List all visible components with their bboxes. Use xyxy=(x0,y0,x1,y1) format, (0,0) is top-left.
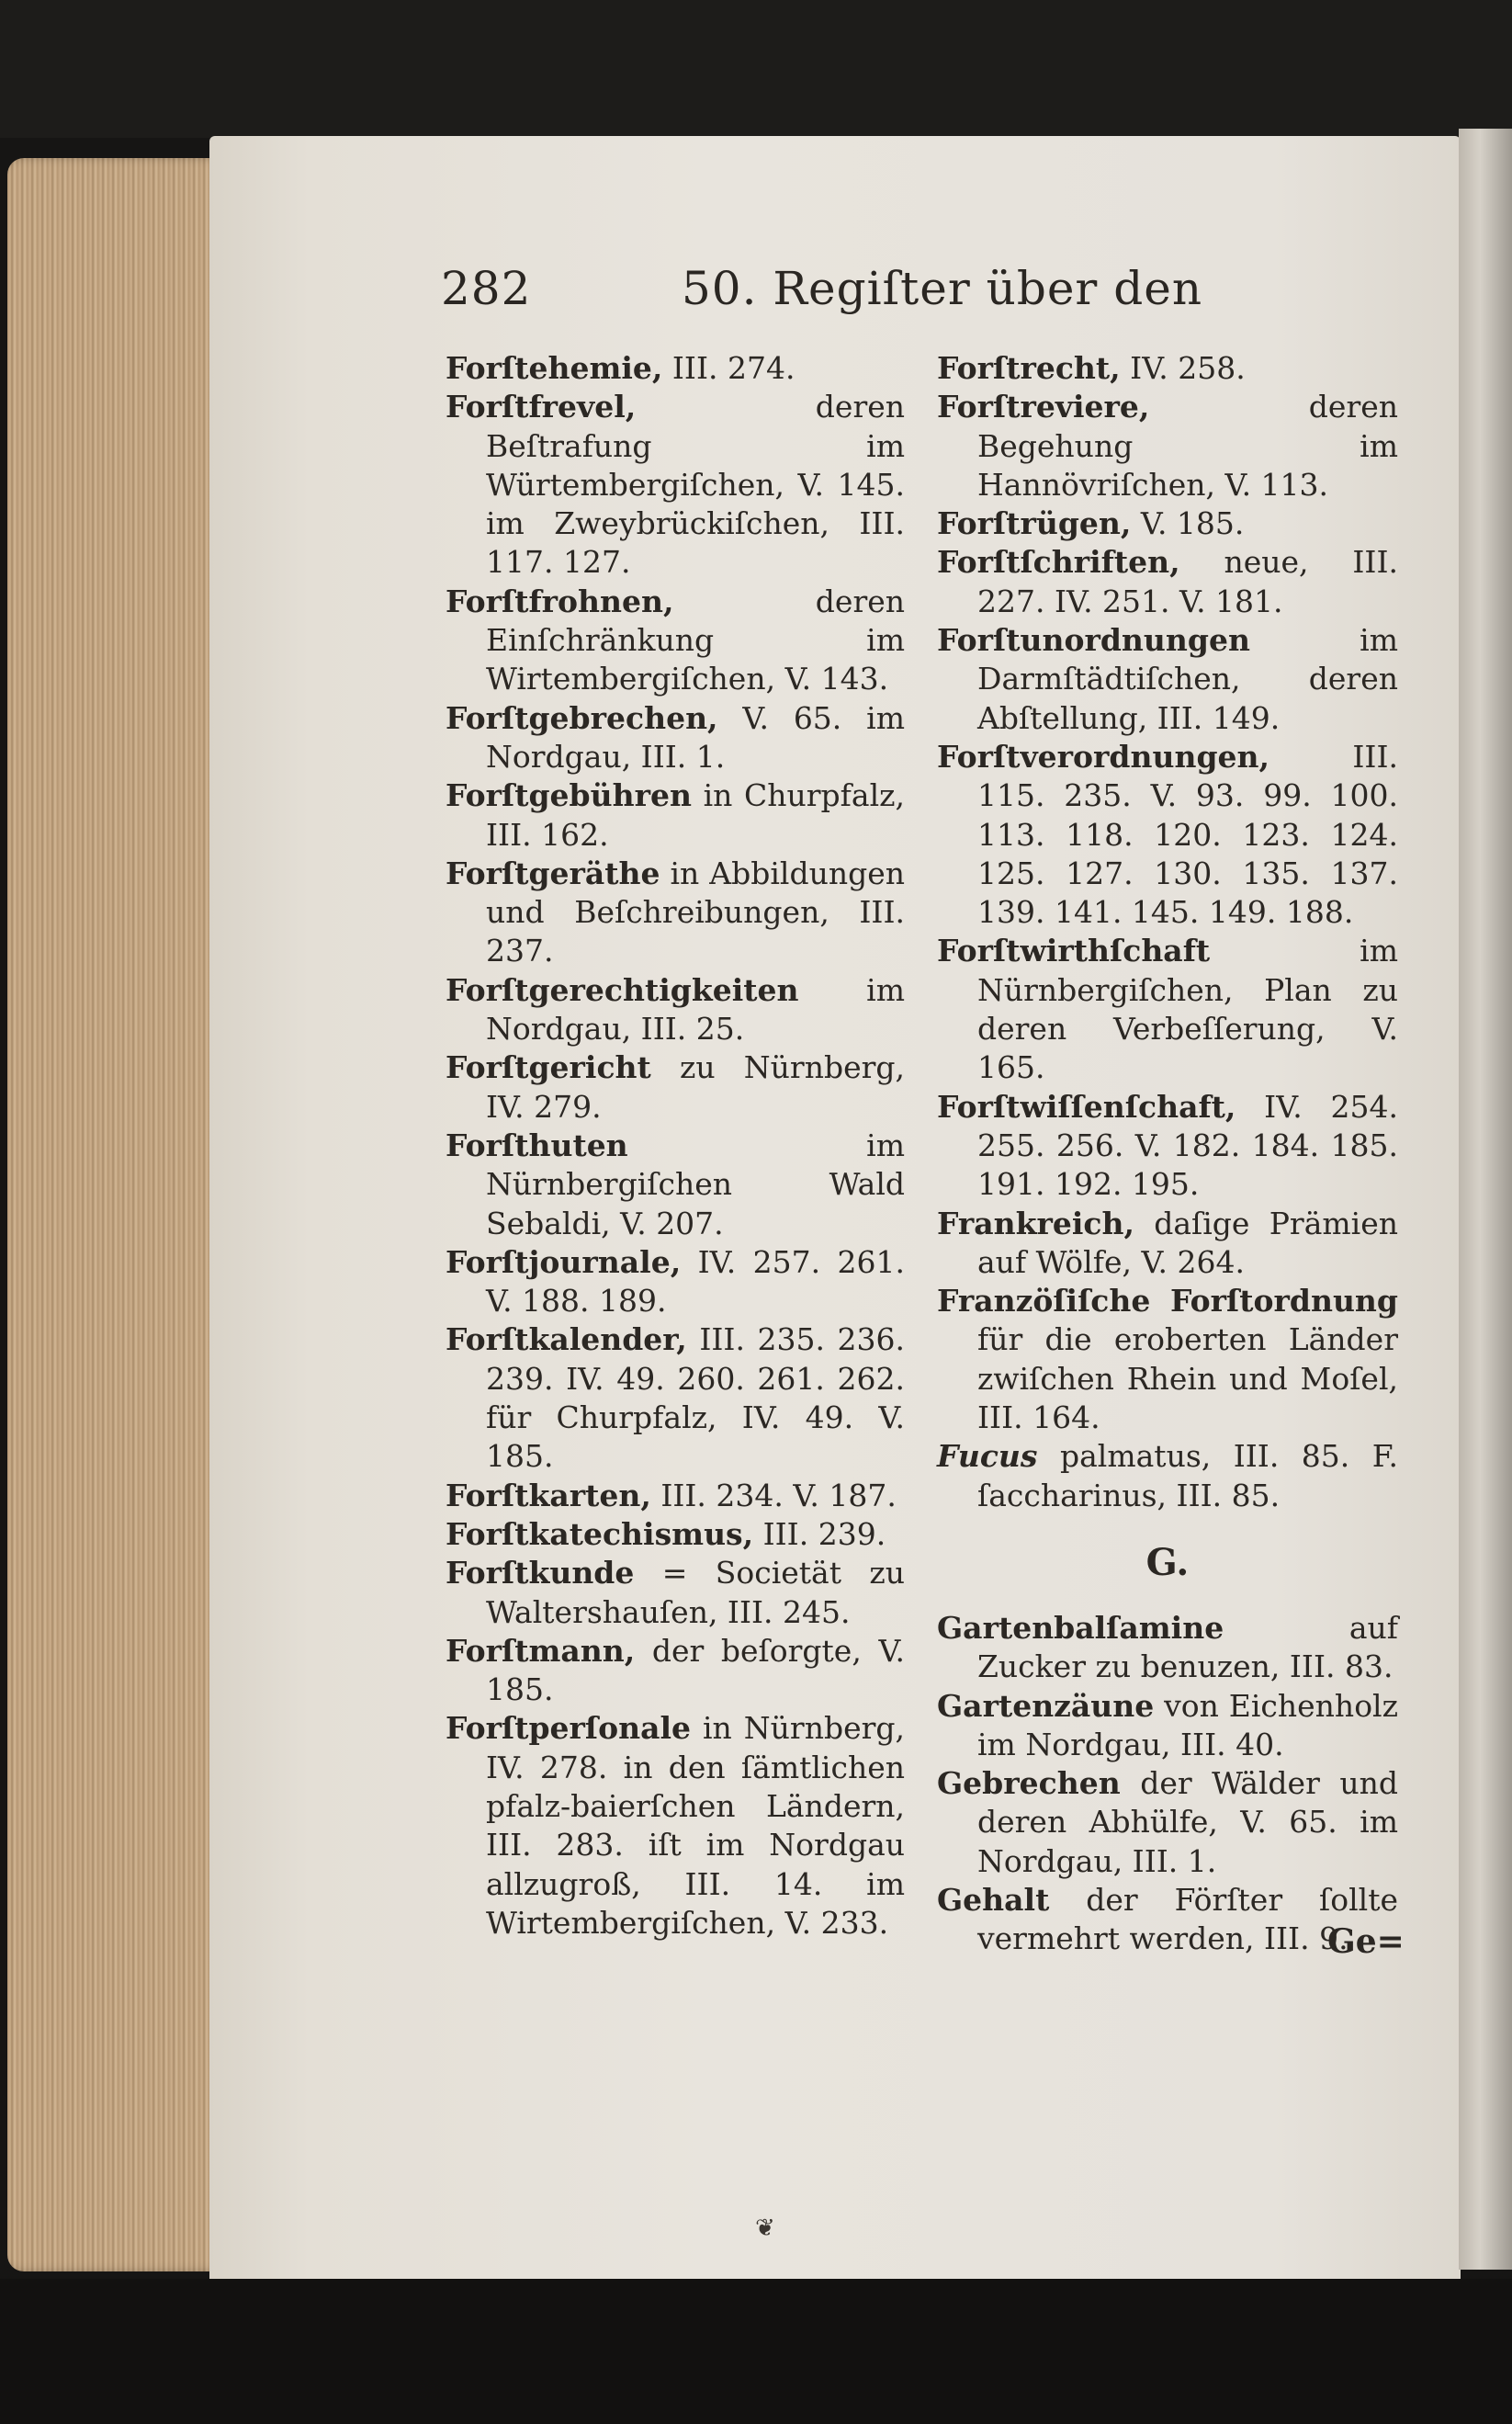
entry-text: III. 274. xyxy=(662,350,795,386)
index-entry xyxy=(937,1609,1398,1687)
entry-text: IV. 254. 255. 256. V. 182. 184. 185. 191. 192. 195. xyxy=(977,1088,1398,1203)
entry-text: palmatus, III. 85. F. ſaccharinus, III. 85. xyxy=(977,1438,1398,1513)
entry-head: Gebrechen xyxy=(937,1765,1121,1802)
facing-page-edge xyxy=(1459,129,1512,2270)
background-top xyxy=(0,0,1512,138)
right-column xyxy=(937,349,1398,1959)
section-letter: G. xyxy=(1145,1540,1190,1584)
index-entry xyxy=(937,1205,1398,1283)
entry-head: Forſtſchriften, xyxy=(937,544,1180,581)
index-entry xyxy=(446,1554,905,1632)
index-entry xyxy=(446,699,905,777)
index-entry xyxy=(937,1088,1398,1205)
entry-text: III. 115. 235. V. 93. 99. 100. 113. 118. 120. 123. 124. 125. 127. 130. 135. 137. 139. 141. 145. 149. 188. xyxy=(977,738,1398,931)
entry-text: III. 234. V. 187. xyxy=(650,1477,897,1513)
entry-text: in Abbildungen und Beſchreibungen, III. 237. xyxy=(486,855,905,969)
entry-head: Forſtgebrechen, xyxy=(446,699,718,736)
entry-head: Forſtfrevel, xyxy=(446,389,637,425)
entry-head: Forſtunordnungen xyxy=(937,622,1250,659)
entry-text: V. 65. im Nordgau, III. 1. xyxy=(486,699,905,775)
entry-text: im Nürnbergiſchen, Plan zu deren Verbeſſerung, V. 165. xyxy=(977,933,1398,1086)
entry-text: zu Nürnberg, IV. 279. xyxy=(486,1049,905,1125)
entry-text: im Nordgau, III. 25. xyxy=(486,971,905,1048)
index-entry xyxy=(446,1515,905,1554)
entry-text: für die eroberten Länder zwiſchen Rhein und Moſel, III. 164. xyxy=(977,1321,1398,1436)
entry-head: Forſtgebühren xyxy=(446,777,692,814)
index-entry xyxy=(446,583,905,699)
entry-text: III. 239. xyxy=(753,1515,886,1552)
entry-head: Forſtgeräthe xyxy=(446,855,660,891)
index-entry xyxy=(446,1632,905,1710)
entry-text: im Nürnbergiſchen Wald Sebaldi, V. 207. xyxy=(486,1127,905,1241)
entry-head: Forſtfrohnen, xyxy=(446,583,674,619)
running-title: 50. Regiſter über den xyxy=(682,262,1203,315)
entry-head: Forſtkalender, xyxy=(446,1321,687,1358)
ornament-icon: ❦ xyxy=(755,2214,775,2242)
entry-text: deren Beſtrafung im Würtembergiſchen, V. 145. im Zweybrückiſchen, III. 117. 127. xyxy=(486,389,905,581)
index-entry xyxy=(937,1282,1398,1437)
index-entry xyxy=(446,855,905,971)
index-entry xyxy=(937,543,1398,621)
entry-head: Gehalt xyxy=(937,1881,1050,1918)
background-bottom xyxy=(0,2279,1512,2424)
index-entry xyxy=(937,1764,1398,1881)
entry-text: der beſorgte, V. 185. xyxy=(486,1632,905,1708)
entry-head: Forſtkunde xyxy=(446,1555,635,1591)
left-column xyxy=(446,349,905,1943)
entry-text: neue, III. 227. IV. 251. V. 181. xyxy=(977,544,1398,619)
entry-head: Forſtperſonale xyxy=(446,1710,692,1747)
entry-head: Fucus xyxy=(937,1438,1038,1475)
entry-head: Forſtehemie, xyxy=(446,350,663,386)
page-stack-edge xyxy=(7,158,232,2271)
entry-text: IV. 257. 261. V. 188. 189. xyxy=(486,1243,905,1320)
entry-head: Frankreich, xyxy=(937,1205,1134,1241)
index-entry xyxy=(937,504,1398,543)
entry-text: in Nürnberg, IV. 278. in den ſämtlichen pfalz-baierſchen Ländern, III. 283. iſt im Nordgau allzugroß, III. 14. im Wirtembergiſchen, V. 233. xyxy=(486,1710,905,1941)
index-entry xyxy=(937,932,1398,1087)
entry-text: der Förſter ſollte vermehrt werden, III. 9. xyxy=(977,1881,1398,1957)
entry-head: Forſtgericht xyxy=(446,1049,651,1086)
entry-text: daſige Prämien auf Wölfe, V. 264. xyxy=(977,1205,1398,1280)
entry-text: V. 185. xyxy=(1131,505,1245,542)
index-entry xyxy=(937,349,1398,388)
entry-head: Gartenzäune xyxy=(937,1687,1155,1724)
entry-text: von Eichenholz im Nordgau, III. 40. xyxy=(977,1687,1398,1762)
index-entry xyxy=(446,1243,905,1321)
index-entry xyxy=(937,738,1398,932)
catchword: Ge= xyxy=(1327,1922,1405,1961)
entry-head: Forſtkarten, xyxy=(446,1477,651,1513)
page-number: 282 xyxy=(441,262,532,315)
index-entry xyxy=(446,1127,905,1243)
entry-head: Forſtwiſſenſchaft, xyxy=(937,1088,1236,1125)
entry-head: Forſtrügen, xyxy=(937,505,1132,542)
index-entry xyxy=(446,776,905,855)
entry-head: Forſtrecht, xyxy=(937,350,1121,386)
entry-text: der Wälder und deren Abhülfe, V. 65. im Nordgau, III. 1. xyxy=(977,1765,1398,1879)
index-entry xyxy=(937,1437,1398,1515)
entry-text: in Churpfalz, III. 162. xyxy=(486,777,905,853)
index-entry xyxy=(937,388,1398,504)
index-entry xyxy=(446,349,905,388)
entry-head: Forſthuten xyxy=(446,1127,628,1163)
index-entry xyxy=(446,1477,905,1515)
entry-text: III. 235. 236. 239. IV. 49. 260. 261. 262. für Churpfalz, IV. 49. V. 185. xyxy=(486,1321,905,1475)
index-entry xyxy=(446,1709,905,1943)
entry-text: auf Zucker zu benuzen, III. 83. xyxy=(977,1609,1398,1685)
entry-head: Forſtmann, xyxy=(446,1632,636,1669)
index-entry xyxy=(937,1687,1398,1765)
entry-head: Forſtgerechtigkeiten xyxy=(446,971,799,1008)
index-entry xyxy=(446,971,905,1049)
entry-text: IV. 258. xyxy=(1120,350,1246,386)
index-entry xyxy=(446,1320,905,1476)
entry-head: Forſtwirthſchaft xyxy=(937,933,1211,969)
index-entry xyxy=(446,388,905,582)
entry-head: Forſtkatechismus, xyxy=(446,1515,754,1552)
entry-text: deren Begehung im Hannövriſchen, V. 113. xyxy=(977,389,1398,503)
entry-text: deren Einſchränkung im Wirtembergiſchen, V. 143. xyxy=(486,583,905,697)
entry-head: Forſtreviere, xyxy=(937,389,1150,425)
entry-head: Gartenbalſamine xyxy=(937,1609,1224,1646)
entry-head: Franzöſiſche Forſtordnung xyxy=(937,1283,1398,1320)
entry-head: Forſtjournale, xyxy=(446,1243,682,1280)
entry-head: Forſtverordnungen, xyxy=(937,738,1270,775)
index-entry xyxy=(937,621,1398,738)
index-entry xyxy=(446,1048,905,1127)
entry-text: = Societät zu Waltershauſen, III. 245. xyxy=(486,1555,905,1630)
entry-text: im Darmſtädtiſchen, deren Abſtellung, III. 149. xyxy=(977,622,1398,736)
